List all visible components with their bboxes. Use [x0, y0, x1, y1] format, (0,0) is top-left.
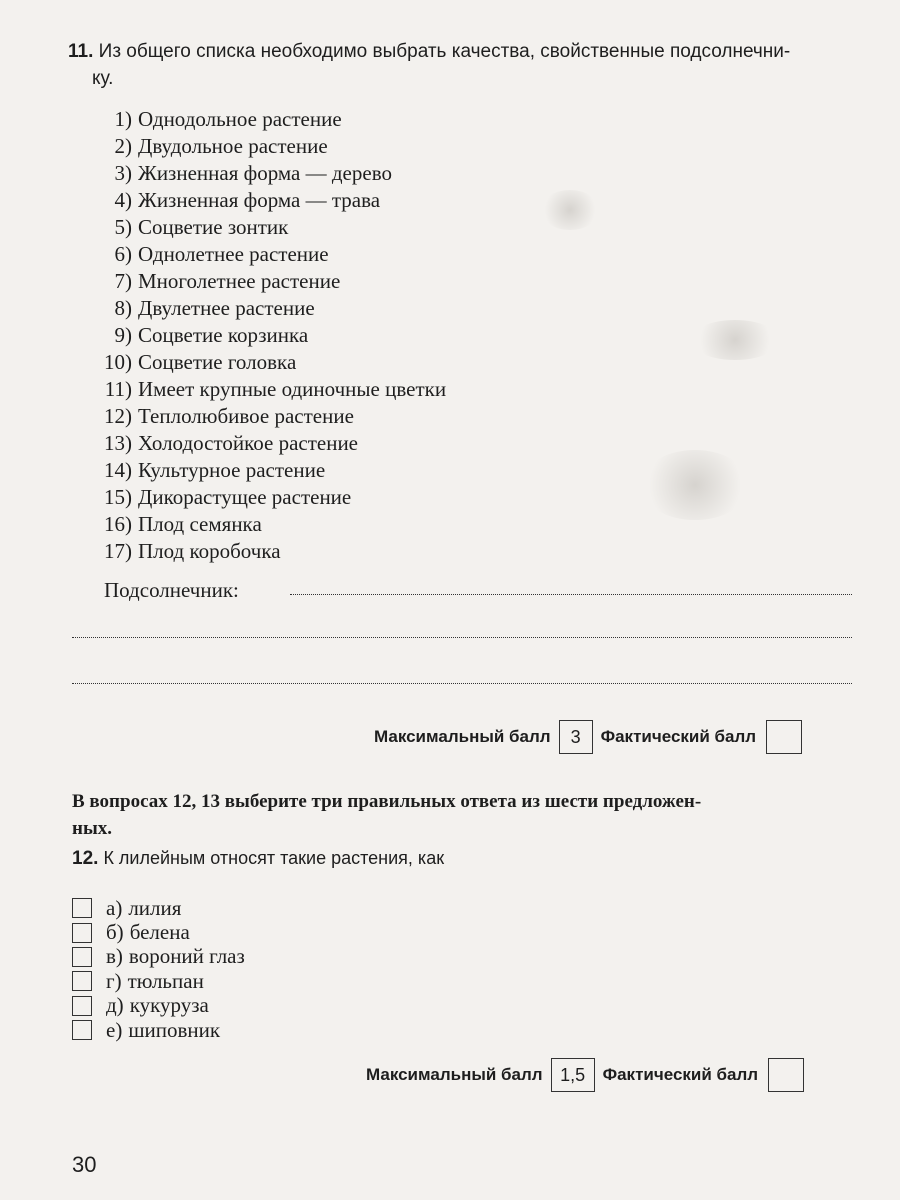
- question-12-header: [72, 848, 444, 870]
- list-item: 17) Плод коробочка: [104, 539, 281, 563]
- list-item: 16) Плод семянка: [104, 512, 262, 536]
- option-d[interactable]: д) кукуруза: [72, 994, 245, 1018]
- list-item: 10) Соцветие головка: [104, 350, 297, 374]
- paper-smudge: [640, 450, 750, 520]
- list-item: 6) Однолетнее растение: [114, 242, 329, 266]
- checkbox[interactable]: [72, 996, 92, 1016]
- list-item: 1) Однодольное растение: [114, 107, 342, 131]
- max-score-value: 1,5: [551, 1058, 595, 1092]
- list-item: 8) Двулетнее растение: [114, 296, 315, 320]
- answer-field-line-1[interactable]: [290, 594, 852, 595]
- answer-field-line-3[interactable]: [72, 683, 852, 684]
- list-item: 11) Имеет крупные одиночные цветки: [104, 377, 447, 401]
- question-11-text: Из общего списка необходимо выбрать качества, свойственные подсолнечни-: [98, 41, 791, 62]
- question-12-number: 12.: [72, 848, 99, 869]
- question-11-number: 11.: [68, 41, 94, 62]
- checkbox[interactable]: [72, 947, 92, 967]
- question-12-text: К лилейным относят такие растения, как: [103, 848, 445, 868]
- max-score-label: Максимальный балл: [366, 1065, 543, 1084]
- question-11-score-row: [374, 720, 802, 754]
- checkbox[interactable]: [72, 923, 92, 943]
- checkbox[interactable]: [72, 1020, 92, 1040]
- paper-smudge: [690, 320, 780, 360]
- list-item: 13) Холодостойкое растение: [104, 431, 359, 455]
- option-b[interactable]: б) белена: [72, 920, 245, 944]
- option-e[interactable]: е) шиповник: [72, 1018, 245, 1042]
- checkbox[interactable]: [72, 898, 92, 918]
- list-item: 3) Жизненная форма — дерево: [114, 161, 392, 185]
- list-item: 15) Дикорастущее растение: [104, 485, 352, 509]
- question-12-score-row: [366, 1058, 804, 1092]
- list-item: 12) Теплолюбивое растение: [104, 404, 354, 428]
- max-score-label: Максимальный балл: [374, 727, 551, 746]
- answer-label: Подсолнечник:: [104, 578, 239, 602]
- answer-options: [72, 896, 245, 1042]
- actual-score-label: Фактический балл: [600, 727, 757, 746]
- page-number: 30: [72, 1152, 97, 1177]
- list-item: 5) Соцветие зонтик: [114, 215, 289, 239]
- checkbox[interactable]: [72, 971, 92, 991]
- actual-score-box[interactable]: [768, 1058, 804, 1092]
- list-item: 9) Соцветие корзинка: [114, 323, 309, 347]
- list-item: 2) Двудольное растение: [114, 134, 328, 158]
- list-item: 14) Культурное растение: [104, 458, 326, 482]
- option-a[interactable]: а) лилия: [72, 896, 245, 920]
- qualities-list: [72, 106, 446, 565]
- option-v[interactable]: в) вороний глаз: [72, 945, 245, 969]
- option-g[interactable]: г) тюльпан: [72, 969, 245, 993]
- question-11-header: [68, 38, 848, 92]
- answer-field-line-2[interactable]: [72, 637, 852, 638]
- max-score-value: 3: [559, 720, 593, 754]
- paper-smudge: [540, 190, 600, 230]
- actual-score-box[interactable]: [766, 720, 802, 754]
- actual-score-label: Фактический балл: [602, 1065, 759, 1084]
- list-item: 4) Жизненная форма — трава: [114, 188, 381, 212]
- list-item: 7) Многолетнее растение: [114, 269, 341, 293]
- question-11-text-cont: ку.: [92, 68, 114, 89]
- instruction-text: В вопросах 12, 13 выберите три правильных ответа из шести предложен- ных.: [72, 791, 702, 839]
